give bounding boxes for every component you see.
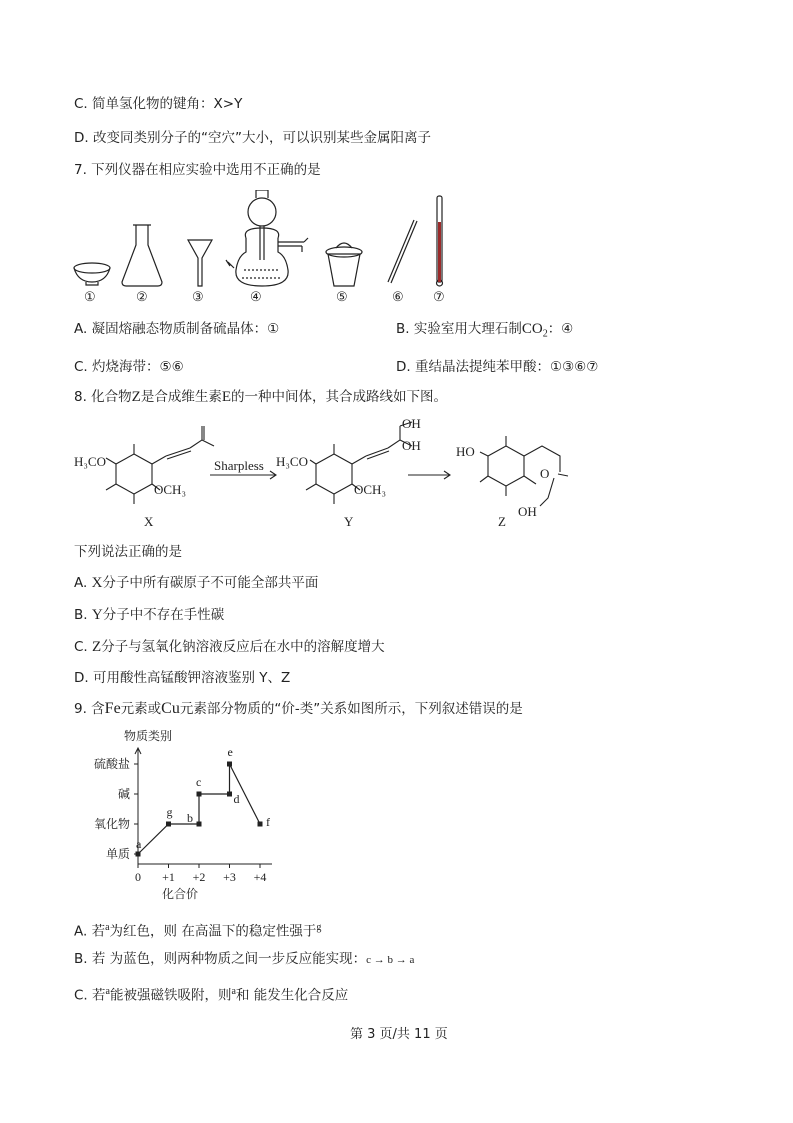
point-label: e [227, 745, 233, 759]
q8-stem: 8. 化合物Z是合成维生素E的一种中间体，其合成路线如下图。 [74, 389, 448, 405]
q7-option-d: D. 重结晶法提纯苯甲酸：①③⑥⑦ [396, 359, 599, 375]
data-point [197, 792, 202, 797]
point-label: c [196, 775, 202, 789]
q8-option-c: C. Z分子与氢氧化钠溶液反应后在水中的溶解度增大 [74, 639, 385, 655]
y-methoxy-2: OCH₃ [354, 482, 386, 497]
apparatus-label: ⑦ [433, 289, 445, 304]
apparatus-figure [66, 190, 466, 308]
valence-class-chart [70, 726, 290, 904]
data-point [227, 762, 232, 767]
data-point [227, 792, 232, 797]
apparatus-label: ⑥ [392, 289, 404, 304]
point-label: a [136, 837, 142, 851]
chart-title: 物质类别 [124, 729, 173, 743]
q9-option-a: A. 若$^a$为红色，则 在高温下的稳定性强于$^g$ [74, 922, 322, 940]
q9-option-c: C. 若$^a$能被强磁铁吸附，则$^a$和 能发生化合反应 [74, 986, 349, 1004]
q8-option-a: A. X分子中所有碳原子不可能全部共平面 [74, 575, 319, 591]
y-methoxy-1: H₃CO [276, 454, 308, 469]
conical-flask-icon [122, 225, 162, 286]
q8-intro: 下列说法正确的是 [74, 544, 182, 560]
q7-option-a: A. 凝固熔融态物质制备硫晶体：① [74, 321, 280, 337]
point-label: d [233, 792, 240, 806]
apparatus-label: ① [84, 289, 96, 304]
y-hydroxyl-1: OH [402, 416, 421, 431]
q8-option-b: B. Y分子中不存在手性碳 [74, 607, 225, 623]
funnel-icon [188, 240, 212, 286]
point-label: b [187, 811, 193, 825]
x-tick-label: +3 [223, 870, 236, 884]
q9-stem: 9. 含Fe元素或Cu元素部分物质的“价-类”关系如图所示，下列叙述错误的是 [74, 700, 523, 717]
reagent-label: Sharpless [214, 458, 264, 473]
apparatus-label: ② [136, 289, 148, 304]
x-axis-label: 化合价 [162, 887, 199, 901]
x-tick-label: 0 [135, 870, 141, 884]
x-tick-label: +2 [192, 870, 206, 884]
q8-option-d: D. 可用酸性高锰酸钾溶液鉴别 Y、Z [74, 670, 291, 686]
q9-option-b: B. 若 为蓝色，则两种物质之间一步反应能实现：c → b → a [74, 951, 415, 967]
q7-stem: 7. 下列仪器在相应实验中选用不正确的是 [74, 162, 321, 178]
point-label: g [166, 805, 173, 819]
label-x: X [144, 514, 154, 529]
q6-option-d: D. 改变同类别分子的“空穴”大小，可以识别某些金属阳离子 [74, 130, 431, 146]
point-label: f [266, 815, 270, 829]
apparatus-label: ③ [192, 289, 204, 304]
z-oxygen: O [540, 466, 550, 481]
kipp-apparatus-icon [226, 190, 308, 286]
data-point [258, 822, 263, 827]
q6-option-c: C. 简单氢化物的键角：X>Y [74, 96, 243, 112]
data-point [197, 822, 202, 827]
label-z: Z [498, 514, 506, 529]
y-tick-label: 单质 [105, 847, 130, 861]
q7-option-c: C. 灼烧海带：⑤⑥ [74, 359, 184, 375]
crucible-icon [326, 243, 362, 286]
y-tick-label: 氧化物 [93, 817, 130, 831]
y-tick-label: 硫酸盐 [93, 757, 130, 771]
label-y: Y [344, 514, 354, 529]
data-point [136, 852, 141, 857]
glass-rod-icon [388, 220, 417, 283]
z-hydroxyl: HO [456, 444, 475, 459]
synthesis-route [70, 412, 570, 537]
apparatus-label: ④ [250, 289, 262, 304]
x-tick-label: +1 [162, 870, 175, 884]
q7-option-b: B. 实验室用大理石制$CO_2$：④ [396, 321, 574, 340]
page-footer: 第 3 页/共 11 页 [350, 1027, 448, 1042]
y-hydroxyl-2: OH [402, 438, 421, 453]
z-hydroxyl-2: OH [518, 504, 537, 519]
data-point [166, 822, 171, 827]
x-methoxy-2: OCH₃ [154, 482, 186, 497]
x-methoxy-1: H₃CO [74, 454, 106, 469]
evaporating-dish-icon [74, 263, 110, 285]
apparatus-label: ⑤ [336, 289, 348, 304]
x-tick-label: +4 [253, 870, 267, 884]
y-tick-label: 碱 [117, 787, 130, 801]
